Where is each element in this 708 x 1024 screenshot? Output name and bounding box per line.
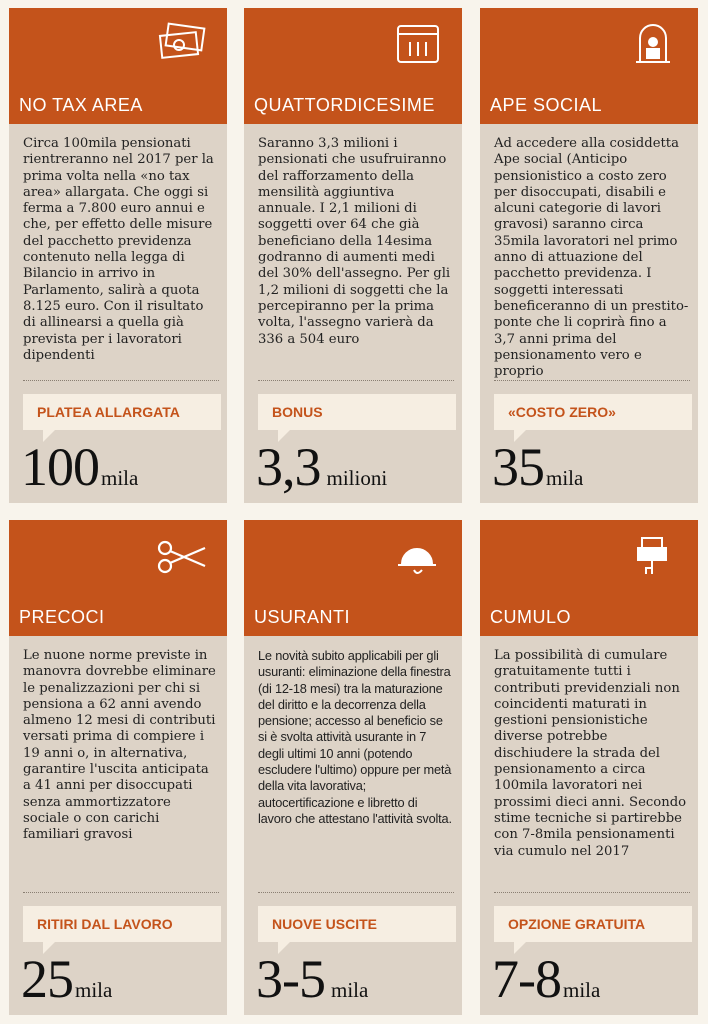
figure-unit: mila (546, 466, 584, 490)
card-header (480, 8, 698, 124)
card-no-tax-area (9, 8, 227, 503)
divider (494, 380, 690, 381)
figure-unit: mila (562, 978, 601, 1002)
card-header (244, 520, 462, 636)
figure-value: 3,3 (256, 437, 321, 497)
scissors-icon (155, 534, 209, 578)
callout-label (23, 394, 221, 430)
card-quattordicesime (244, 8, 462, 503)
card-text: Circa 100mila pensionati rientreranno nel 2017 per la prima volta nella «no tax area» allargata. Che oggi si ferma a 7.800 euro annui e che, per effetto delle misure del pacchetto previdenza contenuto nella legga di Bilancio in arrivo in Parlamento, salirà a quota 8.125 euro. Con il risultato di allinearsi a quella già prevista per i lavoratori dipendenti (23, 136, 214, 363)
big-figure (492, 948, 600, 1010)
callout-label (494, 394, 692, 430)
figure-value: 35 (492, 437, 544, 497)
big-figure (256, 948, 368, 1010)
card-text: La possibilità di cumulare gratuitamente tutti i contributi previdenziali non coincidenti maturati in gestioni pensionistiche diverse potrebbe dischiudere la strada del pensionamento a circa 100mila lavoratori nei prossimi dieci anni. Secondo stime tecniche si partirebbe con 7-8mila pensionamenti via cumulo nel 2017 (494, 648, 687, 859)
card-ape-social (480, 8, 698, 503)
card-header (9, 520, 227, 636)
callout-text: «COSTO ZERO» (508, 404, 616, 420)
divider (258, 380, 454, 381)
card-title: QUATTORDICESIME (254, 95, 435, 115)
callout-text: BONUS (272, 404, 323, 420)
card-title: PRECOCI (19, 607, 105, 627)
card-cumulo (480, 520, 698, 1015)
big-figure (21, 436, 138, 498)
callout-label (258, 394, 456, 430)
divider (494, 892, 690, 893)
card-title: NO TAX AREA (19, 95, 143, 115)
divider (23, 380, 219, 381)
figure-value: 7-8 (492, 949, 561, 1009)
card-text: Ad accedere alla cosiddetta Ape social (Anticipo pensionistico a costo zero per disoccupati, disabili e alcuni categorie di lavori gravosi) saranno circa 35mila lavoratori nel primo anno di attuazione del pacchetto previdenza. I soggetti interessati beneficeranno di un prestito-ponte che li coprirà fino a 3,7 anni prima del pensionamento vero e proprio (494, 136, 689, 380)
callout-label (258, 906, 456, 942)
card-title: APE SOCIAL (490, 95, 603, 115)
figure-value: 100 (21, 437, 99, 497)
card-text: Le novità subito applicabili per gli usuranti: eliminazione della finestra (di 12-18 mesi) tra la maturazione del diritto e la decorrenza della pensione; accesso al beneficio se si è svolta attività usurante in 7 degli ultimi 10 anni (potendo escludere l'ultimo) oppure per metà della vita lavorativa; autocertificazione e libretto di lavoro che attestano l'attività svolta. (258, 648, 452, 826)
figure-unit: mila (101, 466, 139, 490)
card-header (244, 8, 462, 124)
big-figure (21, 948, 112, 1010)
callout-text: NUOVE USCITE (272, 916, 378, 932)
card-usuranti (244, 520, 462, 1015)
figure-value: 25 (21, 949, 73, 1009)
card-header (480, 520, 698, 636)
big-figure (256, 436, 387, 498)
figure-value: 3-5 (256, 949, 325, 1009)
calendar-icon (390, 22, 444, 66)
hard-hat-icon (390, 534, 444, 578)
callout-text: OPZIONE GRATUITA (508, 916, 646, 932)
divider (258, 892, 454, 893)
callout-label (23, 906, 221, 942)
callout-text: RITIRI DAL LAVORO (37, 916, 173, 932)
divider (23, 892, 219, 893)
card-header (9, 8, 227, 124)
figure-unit: mila (330, 978, 369, 1002)
card-text: Saranno 3,3 milioni i pensionati che usufruiranno del rafforzamento della mensilità aggiuntiva annuale. I 2,1 milioni di soggetti over 64 che già beneficiano della 14esima godranno di aumenti medi del 30% dell'assegno. Per gli 1,2 milioni di soggetti che la percepiranno per la prima volta, l'assegno varierà da 336 a 504 euro (258, 136, 451, 347)
figure-unit: mila (75, 978, 113, 1002)
banknotes-icon (155, 22, 209, 66)
callout-label (494, 906, 692, 942)
callout-text: PLATEA ALLARGATA (37, 404, 180, 420)
card-text: Le nuone norme previste in manovra dovrebbe eliminare le penalizzazioni per chi si pensiona a 62 anni avendo almeno 12 mesi di contributi versati prima di compiere i 19 anni o, in alternativa, garantire l'uscita anticipata a 41 anni per disoccupati senza ammortizzatore sociale o con carichi familiari gravosi (23, 648, 216, 843)
piggy-bank-icon (626, 534, 680, 578)
card-precoci (9, 520, 227, 1015)
big-figure (492, 436, 583, 498)
bank-teller-icon (626, 22, 680, 66)
card-title: CUMULO (490, 607, 572, 627)
card-title: USURANTI (254, 607, 351, 627)
figure-unit: milioni (326, 466, 388, 490)
